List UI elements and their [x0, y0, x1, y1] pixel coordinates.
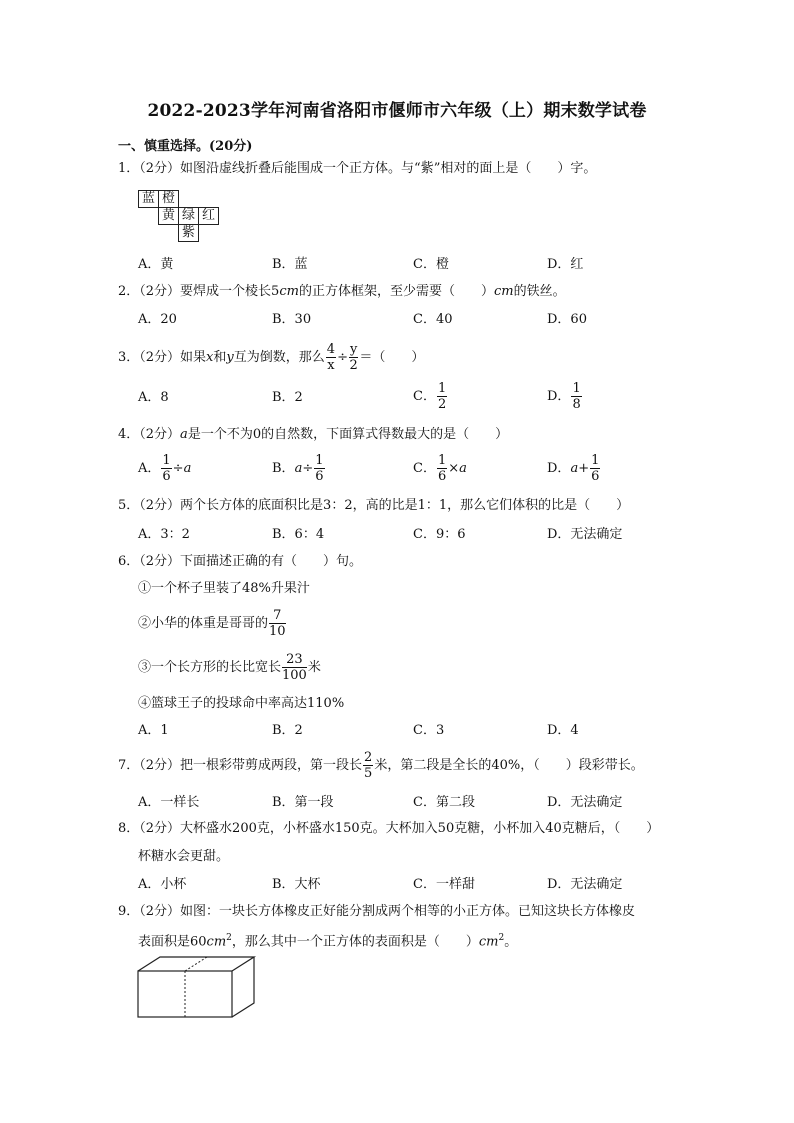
q8-option-d: D．无法确定: [547, 877, 623, 892]
net-face-purple: 紫: [178, 224, 199, 242]
question-7: 7．（2分）把一根彩带剪成两段，第一段长 $\frac{2}{5}$ 米，第二段是全长的40%，（ ）段彩带长。: [118, 750, 644, 781]
q5-option-b: B．6：4: [272, 527, 325, 542]
q7-option-d: D．无法确定: [547, 795, 623, 810]
q6-statement-2: ②小华的体重是哥哥的 $\frac{7}{10}$: [138, 608, 286, 639]
q1-option-a: A．黄: [138, 257, 174, 272]
q7-option-a: A．一样长: [138, 795, 200, 810]
question-4: 4．（2分）a是一个不为0的自然数，下面算式得数最大的是（ ）: [118, 427, 509, 442]
question-1: 1．（2分）如图沿虚线折叠后能围成一个正方体。与“紫”相对的面上是（ ）字。: [118, 161, 597, 176]
q6-option-b: B．2: [272, 723, 303, 738]
question-8-line-1: 8．（2分）大杯盛水200克，小杯盛水150克。大杯加入50克糖，小杯加入40克糖后，（ ）: [118, 821, 660, 836]
section-heading: 一、慎重选择。(20分): [118, 139, 253, 154]
net-face-blue: 蓝: [138, 190, 159, 208]
q1-option-c: C．橙: [413, 257, 449, 272]
cuboid-dashed-top-divider: [185, 957, 207, 971]
q6-option-c: C．3: [413, 723, 445, 738]
q4-option-a: A． $\frac{1}{6}$ ÷a: [138, 453, 192, 484]
q5-option-c: C．9：6: [413, 527, 466, 542]
q3-option-d: D． $\frac{1}{8}$: [547, 381, 581, 412]
net-face-red: 红: [198, 207, 219, 225]
question-8-line-2: 杯糖水会更甜。: [138, 849, 230, 864]
q3-option-c: C． $\frac{1}{2}$: [413, 381, 447, 412]
q8-option-a: A．小杯: [138, 877, 187, 892]
q6-statement-1: ①一个杯子里装了48%升果汁: [138, 581, 310, 596]
net-face-yellow: 黄: [158, 207, 179, 225]
q8-option-b: B．大杯: [272, 877, 321, 892]
q3-option-b: B．2: [272, 390, 303, 405]
q2-option-c: C．40: [413, 312, 453, 327]
cuboid-front-face: [138, 971, 232, 1017]
q6-statement-3: ③一个长方形的长比宽长 $\frac{23}{100}$ 米: [138, 652, 321, 683]
q2-option-b: B．30: [272, 312, 312, 327]
cuboid-side-face: [232, 957, 254, 1017]
question-3: 3．（2分）如果x和y互为倒数，那么 $\frac{4}{x}$ ÷ $\frac{y}{2}$ ＝（ ）: [118, 342, 425, 373]
question-9-line-1: 9．（2分）如图：一块长方体橡皮正好能分割成两个相等的小正方体。已知这块长方体橡皮: [118, 904, 636, 919]
question-2: 2．（2分）要焊成一个棱长5cm的正方体框架，至少需要（ ）cm的铁丝。: [118, 284, 566, 299]
q4-option-d: D．a+ $\frac{1}{6}$: [547, 453, 600, 484]
q1-option-b: B．蓝: [272, 257, 308, 272]
q1-option-d: D．红: [547, 257, 584, 272]
q6-option-a: A．1: [138, 723, 169, 738]
q7-option-c: C．第二段: [413, 795, 475, 810]
q8-option-c: C．一样甜: [413, 877, 475, 892]
net-face-green: 绿: [178, 207, 199, 225]
q4-option-b: B．a÷ $\frac{1}{6}$: [272, 453, 324, 484]
question-5: 5．（2分）两个长方体的底面积比是3：2，高的比是1：1，那么它们体积的比是（ ）: [118, 498, 630, 513]
q5-option-a: A．3：2: [138, 527, 190, 542]
page-title: 2022-2023学年河南省洛阳市偃师市六年级（上）期末数学试卷: [147, 101, 647, 121]
question-9-line-2: 表面积是$60cm^2$，那么其中一个正方体的表面积是（ ）$cm^2$。: [138, 933, 518, 950]
q6-statement-4: ④篮球王子的投球命中率高达110%: [138, 696, 345, 711]
question-6: 6．（2分）下面描述正确的有（ ）句。: [118, 554, 363, 569]
q3-option-a: A．8: [138, 390, 169, 405]
q5-option-d: D．无法确定: [547, 527, 623, 542]
net-face-orange: 橙: [158, 190, 179, 208]
q2-option-d: D．60: [547, 312, 587, 327]
q6-option-d: D．4: [547, 723, 579, 738]
q2-option-a: A．20: [138, 312, 177, 327]
q4-option-c: C． $\frac{1}{6}$ ×a: [413, 453, 467, 484]
cuboid-figure: [136, 955, 264, 1021]
q7-option-b: B．第一段: [272, 795, 334, 810]
